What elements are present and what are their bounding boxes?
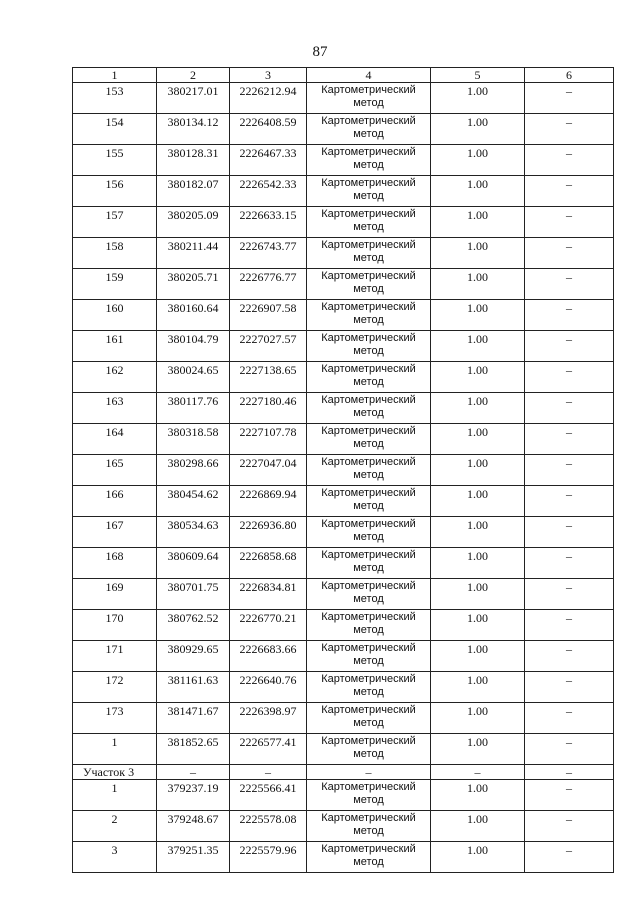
method-line-1: Картометрический	[321, 812, 416, 824]
point-number-cell: 160	[73, 300, 157, 331]
description-cell: –	[525, 579, 614, 610]
method-line-1: Картометрический	[321, 239, 416, 251]
method-line-2: метод	[353, 856, 384, 868]
point-number-cell: 170	[73, 610, 157, 641]
method-cell	[307, 672, 431, 703]
method-line-1: Картометрический	[321, 843, 416, 855]
y-coordinate-cell: 2226408.59	[230, 114, 307, 145]
description-cell: –	[525, 83, 614, 114]
accuracy-cell: 1.00	[431, 424, 525, 455]
table-row	[73, 424, 614, 455]
method-cell	[307, 703, 431, 734]
point-number-cell: 165	[73, 455, 157, 486]
accuracy-cell: 1.00	[431, 641, 525, 672]
point-number-cell: 2	[73, 811, 157, 842]
accuracy-cell: 1.00	[431, 579, 525, 610]
method-line-1: Картометрический	[321, 518, 416, 530]
section-cell: –	[431, 765, 525, 780]
description-cell: –	[525, 734, 614, 765]
point-number-cell: 158	[73, 238, 157, 269]
method-cell	[307, 548, 431, 579]
point-number-cell: 156	[73, 176, 157, 207]
point-number-cell: 155	[73, 145, 157, 176]
description-cell: –	[525, 517, 614, 548]
method-line-1: Картометрический	[321, 456, 416, 468]
description-cell: –	[525, 393, 614, 424]
description-cell: –	[525, 114, 614, 145]
accuracy-cell: 1.00	[431, 362, 525, 393]
accuracy-cell: 1.00	[431, 780, 525, 811]
method-cell	[307, 114, 431, 145]
accuracy-cell: 1.00	[431, 176, 525, 207]
point-number-cell: 1	[73, 780, 157, 811]
y-coordinate-cell: 2225579.96	[230, 842, 307, 873]
y-coordinate-cell: 2227027.57	[230, 331, 307, 362]
method-line-2: метод	[353, 345, 384, 357]
method-line-2: метод	[353, 221, 384, 233]
table-row	[73, 300, 614, 331]
x-coordinate-cell: 380217.01	[157, 83, 230, 114]
description-cell: –	[525, 486, 614, 517]
accuracy-cell: 1.00	[431, 83, 525, 114]
method-line-1: Картометрический	[321, 394, 416, 406]
method-line-2: метод	[353, 593, 384, 605]
y-coordinate-cell: 2226776.77	[230, 269, 307, 300]
x-coordinate-cell: 380104.79	[157, 331, 230, 362]
point-number-cell: 173	[73, 703, 157, 734]
accuracy-cell: 1.00	[431, 455, 525, 486]
table-row	[73, 238, 614, 269]
method-cell	[307, 238, 431, 269]
method-cell	[307, 780, 431, 811]
x-coordinate-cell: 380318.58	[157, 424, 230, 455]
x-coordinate-cell: 380182.07	[157, 176, 230, 207]
method-cell	[307, 300, 431, 331]
y-coordinate-cell: 2226398.97	[230, 703, 307, 734]
y-coordinate-cell: 2225566.41	[230, 780, 307, 811]
method-line-2: метод	[353, 624, 384, 636]
x-coordinate-cell: 380609.64	[157, 548, 230, 579]
point-number-cell: 153	[73, 83, 157, 114]
x-coordinate-cell: 381161.63	[157, 672, 230, 703]
accuracy-cell: 1.00	[431, 300, 525, 331]
y-coordinate-cell: 2226542.33	[230, 176, 307, 207]
section-label: Участок 3	[73, 765, 157, 780]
table-row	[73, 114, 614, 145]
y-coordinate-cell: 2226858.68	[230, 548, 307, 579]
method-line-2: метод	[353, 469, 384, 481]
x-coordinate-cell: 381852.65	[157, 734, 230, 765]
accuracy-cell: 1.00	[431, 703, 525, 734]
method-cell	[307, 455, 431, 486]
section-cell: –	[230, 765, 307, 780]
table-row	[73, 269, 614, 300]
x-coordinate-cell: 380211.44	[157, 238, 230, 269]
y-coordinate-cell: 2225578.08	[230, 811, 307, 842]
accuracy-cell: 1.00	[431, 238, 525, 269]
method-line-1: Картометрический	[321, 84, 416, 96]
section-cell: –	[157, 765, 230, 780]
x-coordinate-cell: 380134.12	[157, 114, 230, 145]
method-line-2: метод	[353, 128, 384, 140]
description-cell: –	[525, 641, 614, 672]
point-number-cell: 161	[73, 331, 157, 362]
x-coordinate-cell: 379248.67	[157, 811, 230, 842]
x-coordinate-cell: 380205.71	[157, 269, 230, 300]
y-coordinate-cell: 2226683.66	[230, 641, 307, 672]
description-cell: –	[525, 780, 614, 811]
method-line-2: метод	[353, 531, 384, 543]
y-coordinate-cell: 2226640.76	[230, 672, 307, 703]
method-cell	[307, 393, 431, 424]
method-cell	[307, 579, 431, 610]
x-coordinate-cell: 381471.67	[157, 703, 230, 734]
method-line-2: метод	[353, 686, 384, 698]
table-row	[73, 641, 614, 672]
table-row	[73, 176, 614, 207]
point-number-cell: 168	[73, 548, 157, 579]
accuracy-cell: 1.00	[431, 811, 525, 842]
y-coordinate-cell: 2227138.65	[230, 362, 307, 393]
y-coordinate-cell: 2226577.41	[230, 734, 307, 765]
method-line-2: метод	[353, 314, 384, 326]
method-cell	[307, 362, 431, 393]
table-row	[73, 548, 614, 579]
y-coordinate-cell: 2226467.33	[230, 145, 307, 176]
table-row	[73, 145, 614, 176]
method-cell	[307, 145, 431, 176]
method-line-1: Картометрический	[321, 425, 416, 437]
method-cell	[307, 641, 431, 672]
point-number-cell: 3	[73, 842, 157, 873]
method-line-2: метод	[353, 190, 384, 202]
point-number-cell: 172	[73, 672, 157, 703]
x-coordinate-cell: 380929.65	[157, 641, 230, 672]
method-line-1: Картометрический	[321, 487, 416, 499]
description-cell: –	[525, 424, 614, 455]
coordinates-table	[72, 67, 614, 873]
x-coordinate-cell: 379251.35	[157, 842, 230, 873]
x-coordinate-cell: 380128.31	[157, 145, 230, 176]
table-header-row	[73, 68, 614, 83]
x-coordinate-cell: 380117.76	[157, 393, 230, 424]
method-line-1: Картометрический	[321, 611, 416, 623]
description-cell: –	[525, 300, 614, 331]
table-row	[73, 780, 614, 811]
accuracy-cell: 1.00	[431, 517, 525, 548]
description-cell: –	[525, 269, 614, 300]
method-line-1: Картометрический	[321, 735, 416, 747]
section-cell: –	[307, 765, 431, 780]
point-number-cell: 154	[73, 114, 157, 145]
method-cell	[307, 331, 431, 362]
method-line-2: метод	[353, 500, 384, 512]
description-cell: –	[525, 842, 614, 873]
section-cell: –	[525, 765, 614, 780]
method-line-1: Картометрический	[321, 146, 416, 158]
table-row	[73, 455, 614, 486]
table-row	[73, 610, 614, 641]
method-line-2: метод	[353, 438, 384, 450]
description-cell: –	[525, 362, 614, 393]
method-line-1: Картометрический	[321, 580, 416, 592]
page-number: 87	[312, 44, 328, 60]
method-line-1: Картометрический	[321, 208, 416, 220]
description-cell: –	[525, 145, 614, 176]
method-line-1: Картометрический	[321, 332, 416, 344]
table-row	[73, 362, 614, 393]
x-coordinate-cell: 380454.62	[157, 486, 230, 517]
method-line-2: метод	[353, 748, 384, 760]
method-line-1: Картометрический	[321, 642, 416, 654]
y-coordinate-cell: 2226212.94	[230, 83, 307, 114]
accuracy-cell: 1.00	[431, 331, 525, 362]
description-cell: –	[525, 176, 614, 207]
point-number-cell: 1	[73, 734, 157, 765]
table-row	[73, 207, 614, 238]
method-line-2: метод	[353, 655, 384, 667]
point-number-cell: 163	[73, 393, 157, 424]
x-coordinate-cell: 380298.66	[157, 455, 230, 486]
method-cell	[307, 486, 431, 517]
table-row	[73, 486, 614, 517]
accuracy-cell: 1.00	[431, 207, 525, 238]
accuracy-cell: 1.00	[431, 114, 525, 145]
method-line-1: Картометрический	[321, 177, 416, 189]
header-cell: 4	[307, 68, 431, 83]
method-cell	[307, 269, 431, 300]
method-line-1: Картометрический	[321, 301, 416, 313]
method-line-2: метод	[353, 562, 384, 574]
method-line-1: Картометрический	[321, 673, 416, 685]
x-coordinate-cell: 379237.19	[157, 780, 230, 811]
table-row	[73, 842, 614, 873]
description-cell: –	[525, 331, 614, 362]
table-row	[73, 579, 614, 610]
method-cell	[307, 842, 431, 873]
x-coordinate-cell: 380024.65	[157, 362, 230, 393]
accuracy-cell: 1.00	[431, 672, 525, 703]
table-row	[73, 811, 614, 842]
header-cell: 5	[431, 68, 525, 83]
accuracy-cell: 1.00	[431, 610, 525, 641]
y-coordinate-cell: 2226770.21	[230, 610, 307, 641]
accuracy-cell: 1.00	[431, 393, 525, 424]
point-number-cell: 157	[73, 207, 157, 238]
table-row	[73, 517, 614, 548]
section-row	[73, 765, 614, 780]
method-cell	[307, 176, 431, 207]
accuracy-cell: 1.00	[431, 734, 525, 765]
point-number-cell: 166	[73, 486, 157, 517]
method-line-1: Картометрический	[321, 270, 416, 282]
method-line-2: метод	[353, 407, 384, 419]
description-cell: –	[525, 207, 614, 238]
method-line-2: метод	[353, 252, 384, 264]
table-row	[73, 331, 614, 362]
table-row	[73, 703, 614, 734]
y-coordinate-cell: 2227047.04	[230, 455, 307, 486]
method-cell	[307, 207, 431, 238]
point-number-cell: 162	[73, 362, 157, 393]
method-cell	[307, 83, 431, 114]
header-cell: 1	[73, 68, 157, 83]
point-number-cell: 171	[73, 641, 157, 672]
header-cell: 2	[157, 68, 230, 83]
method-line-2: метод	[353, 97, 384, 109]
x-coordinate-cell: 380701.75	[157, 579, 230, 610]
point-number-cell: 159	[73, 269, 157, 300]
method-cell	[307, 610, 431, 641]
table-row	[73, 393, 614, 424]
header-cell: 3	[230, 68, 307, 83]
table-body	[73, 68, 614, 873]
point-number-cell: 164	[73, 424, 157, 455]
description-cell: –	[525, 548, 614, 579]
x-coordinate-cell: 380160.64	[157, 300, 230, 331]
method-cell	[307, 517, 431, 548]
method-line-2: метод	[353, 825, 384, 837]
description-cell: –	[525, 238, 614, 269]
y-coordinate-cell: 2226936.80	[230, 517, 307, 548]
accuracy-cell: 1.00	[431, 486, 525, 517]
method-line-1: Картометрический	[321, 549, 416, 561]
accuracy-cell: 1.00	[431, 548, 525, 579]
description-cell: –	[525, 811, 614, 842]
method-line-2: метод	[353, 717, 384, 729]
method-line-2: метод	[353, 794, 384, 806]
description-cell: –	[525, 703, 614, 734]
header-cell: 6	[525, 68, 614, 83]
x-coordinate-cell: 380205.09	[157, 207, 230, 238]
table-row	[73, 672, 614, 703]
method-line-1: Картометрический	[321, 115, 416, 127]
y-coordinate-cell: 2226743.77	[230, 238, 307, 269]
method-line-1: Картометрический	[321, 704, 416, 716]
point-number-cell: 169	[73, 579, 157, 610]
method-line-1: Картометрический	[321, 781, 416, 793]
table-row	[73, 83, 614, 114]
method-line-2: метод	[353, 376, 384, 388]
accuracy-cell: 1.00	[431, 269, 525, 300]
y-coordinate-cell: 2226869.94	[230, 486, 307, 517]
method-cell	[307, 811, 431, 842]
y-coordinate-cell: 2226633.15	[230, 207, 307, 238]
y-coordinate-cell: 2227180.46	[230, 393, 307, 424]
x-coordinate-cell: 380762.52	[157, 610, 230, 641]
description-cell: –	[525, 672, 614, 703]
method-cell	[307, 734, 431, 765]
method-line-1: Картометрический	[321, 363, 416, 375]
description-cell: –	[525, 610, 614, 641]
accuracy-cell: 1.00	[431, 842, 525, 873]
method-line-2: метод	[353, 159, 384, 171]
y-coordinate-cell: 2226907.58	[230, 300, 307, 331]
x-coordinate-cell: 380534.63	[157, 517, 230, 548]
y-coordinate-cell: 2227107.78	[230, 424, 307, 455]
table-row	[73, 734, 614, 765]
y-coordinate-cell: 2226834.81	[230, 579, 307, 610]
accuracy-cell: 1.00	[431, 145, 525, 176]
method-line-2: метод	[353, 283, 384, 295]
point-number-cell: 167	[73, 517, 157, 548]
description-cell: –	[525, 455, 614, 486]
method-cell	[307, 424, 431, 455]
